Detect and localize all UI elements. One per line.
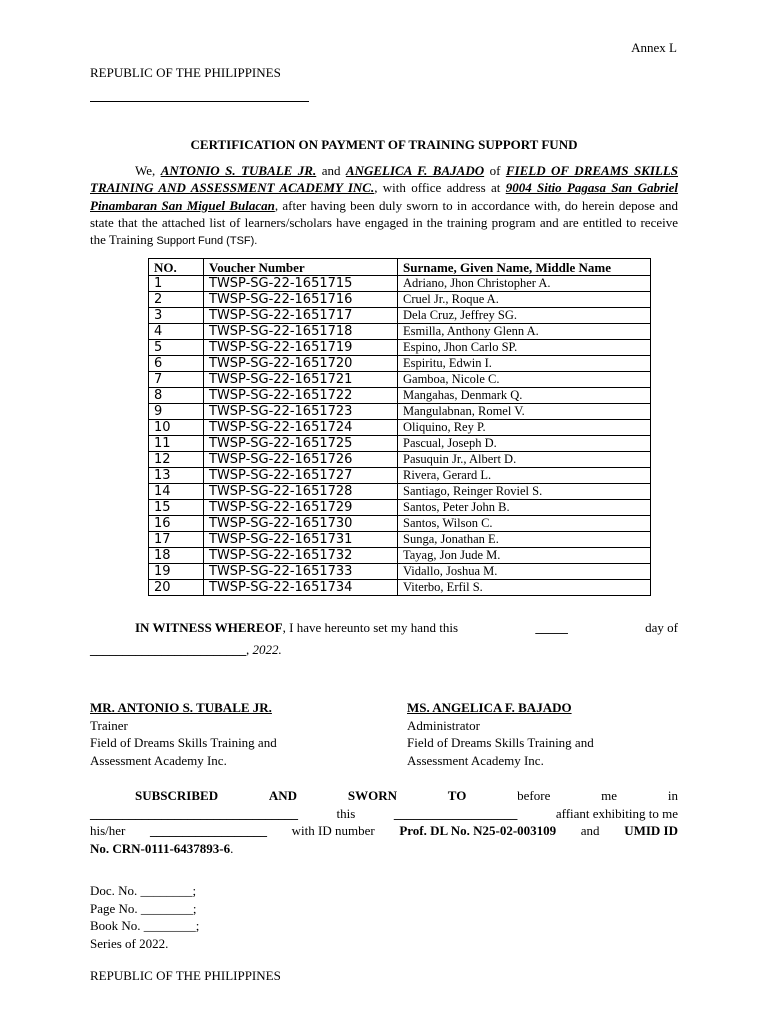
row-number: 13 xyxy=(149,468,204,484)
intro-tsf: Support Fund (TSF). xyxy=(156,235,258,248)
table-row xyxy=(149,292,651,308)
table-row xyxy=(149,324,651,340)
row-number: 18 xyxy=(149,548,204,564)
blank-date: ___________________ xyxy=(393,805,518,821)
table-row xyxy=(149,356,651,372)
annex-label: Annex L xyxy=(631,40,677,55)
voucher-number: TWSP-SG-22-1651727 xyxy=(204,468,398,484)
blank-day: _____ xyxy=(535,620,568,635)
table-row xyxy=(149,452,651,468)
learner-name: Pascual, Joseph D. xyxy=(398,436,651,452)
signatory-org: Field of Dreams Skills Training and xyxy=(90,735,277,750)
voucher-number: TWSP-SG-22-1651730 xyxy=(204,516,398,532)
jurat-with-id: with ID number xyxy=(291,823,375,838)
row-number: 6 xyxy=(149,356,204,372)
learner-name: Sunga, Jonathan E. xyxy=(398,532,651,548)
organization-name: FIELD OF DREAMS SKILLS TRAINING AND ASSESSMENT ACADEMY INC. xyxy=(90,163,679,196)
learner-name: Espino, Jhon Carlo SP. xyxy=(398,340,651,356)
divider-line xyxy=(90,101,309,102)
learner-name: Vidallo, Joshua M. xyxy=(398,564,651,580)
footer-republic: REPUBLIC OF THE PHILIPPINES xyxy=(90,968,281,983)
table-row xyxy=(149,340,651,356)
row-number: 1 xyxy=(149,276,204,292)
learner-name: Gamboa, Nicole C. xyxy=(398,372,651,388)
signatory-name: MR. ANTONIO S. TUBALE JR. xyxy=(90,700,272,715)
voucher-number: TWSP-SG-22-1651728 xyxy=(204,484,398,500)
table-row xyxy=(149,372,651,388)
jurat-affiant: affiant exhibiting to me xyxy=(555,805,678,821)
witness-year: , 2022. xyxy=(246,642,282,658)
learner-name: Mangahas, Denmark Q. xyxy=(398,388,651,404)
table-row xyxy=(149,484,651,500)
learner-name: Oliquino, Rey P. xyxy=(398,420,651,436)
blank-place: ________________________________ xyxy=(90,805,298,821)
row-number: 12 xyxy=(149,452,204,468)
witness-day: day of xyxy=(645,620,678,635)
signatory-role: Administrator xyxy=(407,717,480,733)
row-number: 5 xyxy=(149,340,204,356)
row-number: 14 xyxy=(149,484,204,500)
table-row xyxy=(149,516,651,532)
blank-id: __________________ xyxy=(150,823,268,838)
intro-office: , with office address at xyxy=(374,180,501,196)
intro-paragraph xyxy=(90,162,678,250)
row-number: 15 xyxy=(149,500,204,516)
col-voucher-header: Voucher Number xyxy=(204,259,398,276)
col-no-header: NO. xyxy=(149,259,204,276)
row-number: 20 xyxy=(149,580,204,596)
id-prof-dl: Prof. DL No. N25-02-003109 xyxy=(399,823,557,838)
table-row xyxy=(149,436,651,452)
table-row xyxy=(149,420,651,436)
office-address: 9004 Sitio Pagasa San Gabriel Pinambaran San Miguel Bulacan xyxy=(90,180,679,213)
voucher-number: TWSP-SG-22-1651733 xyxy=(204,564,398,580)
row-number: 10 xyxy=(149,420,204,436)
jurat-period: . xyxy=(230,840,234,856)
table-row xyxy=(149,404,651,420)
row-number: 19 xyxy=(149,564,204,580)
intro-and: and xyxy=(321,163,341,178)
signatory-org-2: Assessment Academy Inc. xyxy=(407,752,544,768)
witness-paragraph xyxy=(90,619,678,659)
learner-name: Pasuquin Jr., Albert D. xyxy=(398,452,651,468)
row-number: 11 xyxy=(149,436,204,452)
voucher-number: TWSP-SG-22-1651725 xyxy=(204,436,398,452)
table-row xyxy=(149,564,651,580)
table-row xyxy=(149,388,651,404)
row-number: 3 xyxy=(149,308,204,324)
jurat-word: AND xyxy=(268,788,298,803)
table-row xyxy=(149,548,651,564)
learner-name: Rivera, Gerard L. xyxy=(398,468,651,484)
voucher-number: TWSP-SG-22-1651726 xyxy=(204,452,398,468)
witness-text: , I have hereunto set my hand this xyxy=(282,620,459,635)
table-row xyxy=(149,500,651,516)
jurat-word: TO xyxy=(447,788,467,803)
voucher-number: TWSP-SG-22-1651731 xyxy=(204,532,398,548)
learner-name: Santos, Wilson C. xyxy=(398,516,651,532)
voucher-number: TWSP-SG-22-1651734 xyxy=(204,580,398,596)
page-no: Page No. ________; xyxy=(90,900,197,916)
jurat-word: me xyxy=(601,788,618,803)
blank-month: ________________________ xyxy=(90,642,246,658)
row-number: 9 xyxy=(149,404,204,420)
document-title: CERTIFICATION ON PAYMENT OF TRAINING SUPPORT FUND xyxy=(190,137,578,152)
learner-name: Dela Cruz, Jeffrey SG. xyxy=(398,308,651,324)
learner-name: Adriano, Jhon Christopher A. xyxy=(398,276,651,292)
signatory-org-2: Assessment Academy Inc. xyxy=(90,752,227,768)
witness-lead: IN WITNESS WHEREOF xyxy=(135,620,283,635)
notary-block xyxy=(90,882,199,952)
jurat-word: SWORN xyxy=(347,788,397,803)
row-number: 16 xyxy=(149,516,204,532)
doc-no: Doc. No. ________; xyxy=(90,883,197,898)
book-no: Book No. ________; xyxy=(90,918,200,933)
table-row xyxy=(149,532,651,548)
jurat-word: SUBSCRIBED xyxy=(135,788,219,803)
table-header-row xyxy=(149,259,651,276)
voucher-number: TWSP-SG-22-1651717 xyxy=(204,308,398,324)
jurat-this: this xyxy=(336,805,356,821)
voucher-number: TWSP-SG-22-1651732 xyxy=(204,548,398,564)
learner-name: Tayag, Jon Jude M. xyxy=(398,548,651,564)
jurat-hisher: his/her xyxy=(90,823,126,838)
table-row xyxy=(149,580,651,596)
signatory-name: MS. ANGELICA F. BAJADO xyxy=(407,700,572,715)
table-row xyxy=(149,276,651,292)
voucher-number: TWSP-SG-22-1651718 xyxy=(204,324,398,340)
intro-we: We, xyxy=(135,163,156,178)
intro-of: of xyxy=(489,163,501,178)
row-number: 4 xyxy=(149,324,204,340)
voucher-number: TWSP-SG-22-1651729 xyxy=(204,500,398,516)
learner-name: Santos, Peter John B. xyxy=(398,500,651,516)
jurat-and: and xyxy=(580,823,600,838)
row-number: 7 xyxy=(149,372,204,388)
signatory-trainer xyxy=(90,699,277,769)
series: Series of 2022. xyxy=(90,935,169,951)
learner-name: Viterbo, Erfil S. xyxy=(398,580,651,596)
voucher-number: TWSP-SG-22-1651723 xyxy=(204,404,398,420)
voucher-number: TWSP-SG-22-1651722 xyxy=(204,388,398,404)
table-row xyxy=(149,468,651,484)
row-number: 2 xyxy=(149,292,204,308)
voucher-number: TWSP-SG-22-1651721 xyxy=(204,372,398,388)
row-number: 17 xyxy=(149,532,204,548)
voucher-number: TWSP-SG-22-1651724 xyxy=(204,420,398,436)
learner-name: Espiritu, Edwin I. xyxy=(398,356,651,372)
row-number: 8 xyxy=(149,388,204,404)
signatory-role: Trainer xyxy=(90,717,128,733)
voucher-number: TWSP-SG-22-1651716 xyxy=(204,292,398,308)
jurat-word: before xyxy=(517,788,551,803)
learner-name: Esmilla, Anthony Glenn A. xyxy=(398,324,651,340)
signatory-administrator xyxy=(407,699,594,769)
voucher-number: TWSP-SG-22-1651719 xyxy=(204,340,398,356)
voucher-number: TWSP-SG-22-1651720 xyxy=(204,356,398,372)
learner-name: Cruel Jr., Roque A. xyxy=(398,292,651,308)
jurat-word: in xyxy=(667,788,678,803)
learner-name: Mangulabnan, Romel V. xyxy=(398,404,651,420)
jurat-paragraph: SUBSCRIBED AND SWORN TO before me in ________________________________ this ___________________ affiant exhibiting to me his/her __________________ with ID number Prof. DL No. N25-02-003109 and UMID ID No. CRN-0111-6437893-6. xyxy=(90,788,678,856)
voucher-table xyxy=(148,258,651,596)
affiant-name-1: ANTONIO S. TUBALE JR. xyxy=(160,163,317,178)
intro-body: , after having been duly sworn to in accordance with, do herein depose and state that the attached list of learners/scholars have engaged in the training program and are entitled to receive the Training xyxy=(90,197,678,248)
col-name-header: Surname, Given Name, Middle Name xyxy=(398,259,651,276)
table-row xyxy=(149,308,651,324)
voucher-number: TWSP-SG-22-1651715 xyxy=(204,276,398,292)
republic-heading: REPUBLIC OF THE PHILIPPINES xyxy=(90,65,281,80)
learner-name: Santiago, Reinger Roviel S. xyxy=(398,484,651,500)
signatory-org: Field of Dreams Skills Training and xyxy=(407,735,594,750)
affiant-name-2: ANGELICA F. BAJADO xyxy=(345,163,485,178)
